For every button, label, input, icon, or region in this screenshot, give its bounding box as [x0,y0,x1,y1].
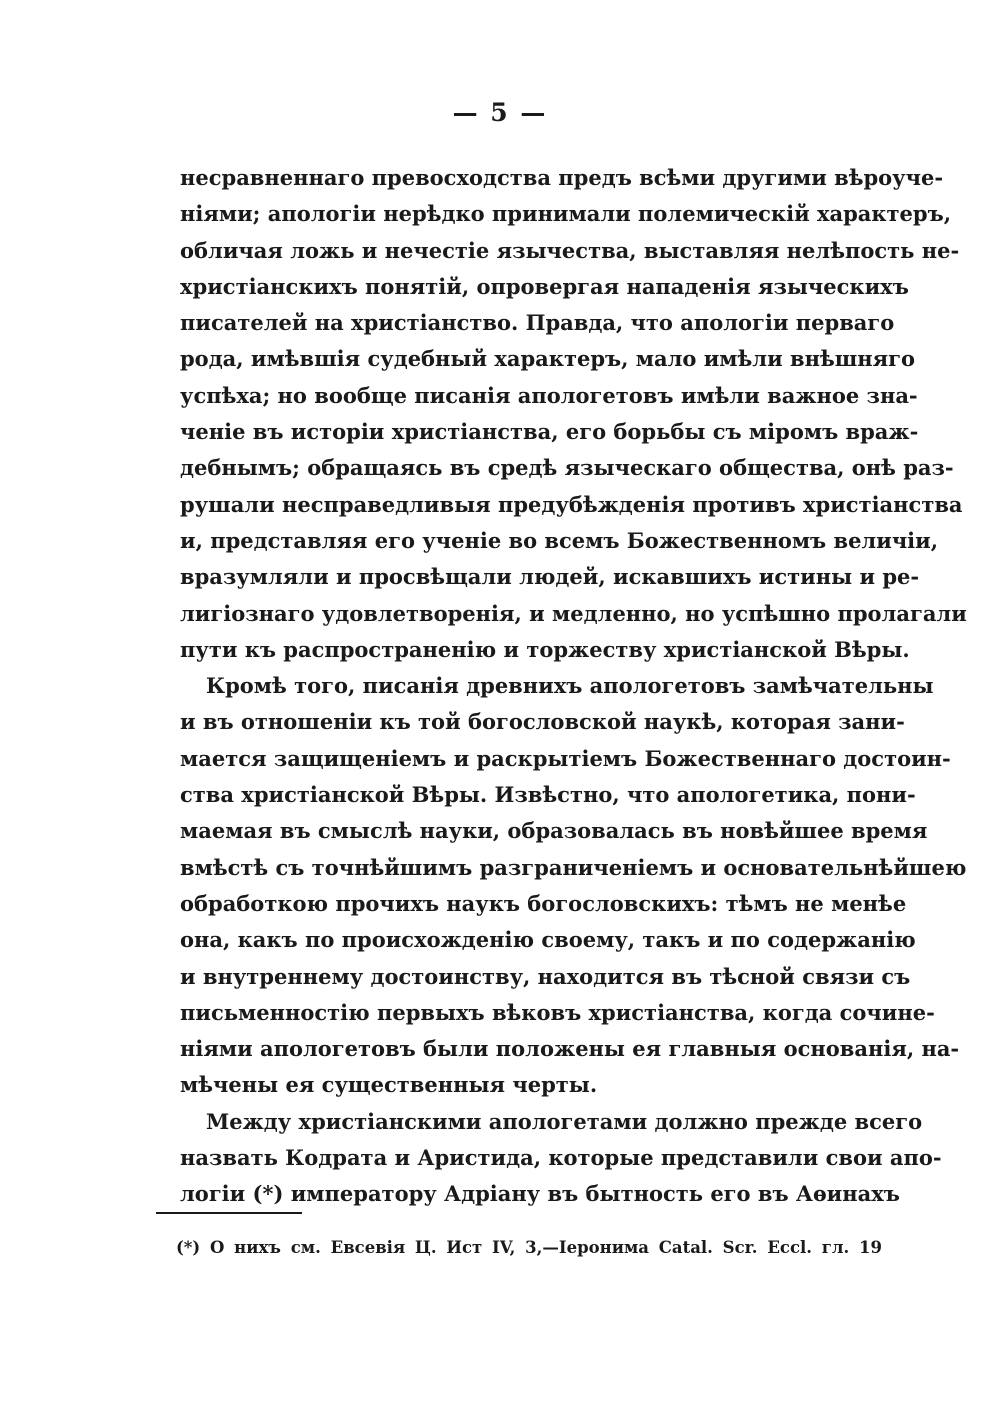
text-line: мѣчены ея существенныя черты. [180,1072,598,1098]
text-line: рода, имѣвшія судебный характеръ, мало имѣли внѣшняго [180,346,916,372]
text-line: вразумляли и просвѣщали людей, искавшихъ истины и ре- [180,564,920,590]
text-line: письменностію первыхъ вѣковъ христіанства, когда сочине- [180,999,935,1025]
text-line: пути къ распространенію и торжеству христіанской Вѣры. [180,636,910,662]
text-line: логіи (*) императору Адріану въ бытность его въ Аѳинахъ [180,1181,900,1207]
text-line: ніями; апологіи нерѣдко принимали полемическій характеръ, [180,201,952,227]
text-line: успѣха; но вообще писанія апологетовъ имѣли важное зна- [180,382,918,408]
text-line: писателей на христіанство. Правда, что апологіи перваго [180,310,895,336]
text-line: ства христіанской Вѣры. Извѣстно, что апологетика, пони- [180,782,916,808]
text-line: ченіе въ исторіи христіанства, его борьбы съ міромъ враж- [180,419,919,445]
text-line: назвать Кодрата и Аристида, которые представили свои апо- [180,1145,942,1171]
text-line: она, какъ по происхожденію своему, такъ и по содержанію [180,927,916,953]
text-line: лигіознаго удовлетворенія, и медленно, но успѣшно пролагали [180,600,967,626]
paragraph-1 [180,160,967,668]
text-line: ніями апологетовъ были положены ея главныя основанія, на- [180,1036,960,1062]
text-line: и въ отношеніи къ той богословской наукѣ, которая зани- [180,709,905,735]
text-line: Кромѣ того, писанія древнихъ апологетовъ замѣчательны [206,673,934,699]
text-line: и, представляя его ученіе во всемъ Божественномъ величіи, [180,527,939,553]
text-line: рушали несправедливыя предубѣжденія противъ христіанства [180,491,963,517]
text-line: маемая въ смыслѣ науки, образовалась въ новѣйшее время [180,818,928,844]
footnote-divider [156,1212,302,1214]
page-number: — 5 — [452,98,548,127]
footnote: (*) О нихъ см. Евсевія Ц. Ист IV, 3,—Іеронима Catal. Scr. Eccl. гл. 19 [176,1238,882,1257]
text-line: Между христіанскими апологетами должно прежде всего [206,1108,923,1134]
text-line: христіанскихъ понятій, опровергая нападенія языческихъ [180,273,909,299]
text-line: дебнымъ; обращаясь въ средѣ языческаго общества, онѣ раз- [180,455,954,481]
text-line: мается защищеніемъ и раскрытіемъ Божественнаго достоин- [180,745,951,771]
text-line: обработкою прочихъ наукъ богословскихъ: тѣмъ не менѣе [180,890,907,916]
text-line: и внутреннему достоинству, находится въ тѣсной связи съ [180,963,911,989]
paragraph-3 [180,1104,942,1213]
text-line: вмѣстѣ съ точнѣйшимъ разграниченіемъ и основательнѣйшею [180,854,967,880]
text-line: несравненнаго превосходства предъ всѣми другими вѣроуче- [180,165,944,190]
paragraph-2 [180,668,967,1104]
text-line: обличая ложь и нечестіе язычества, выставляя нелѣпость не- [180,237,960,263]
body-text [180,160,967,1213]
